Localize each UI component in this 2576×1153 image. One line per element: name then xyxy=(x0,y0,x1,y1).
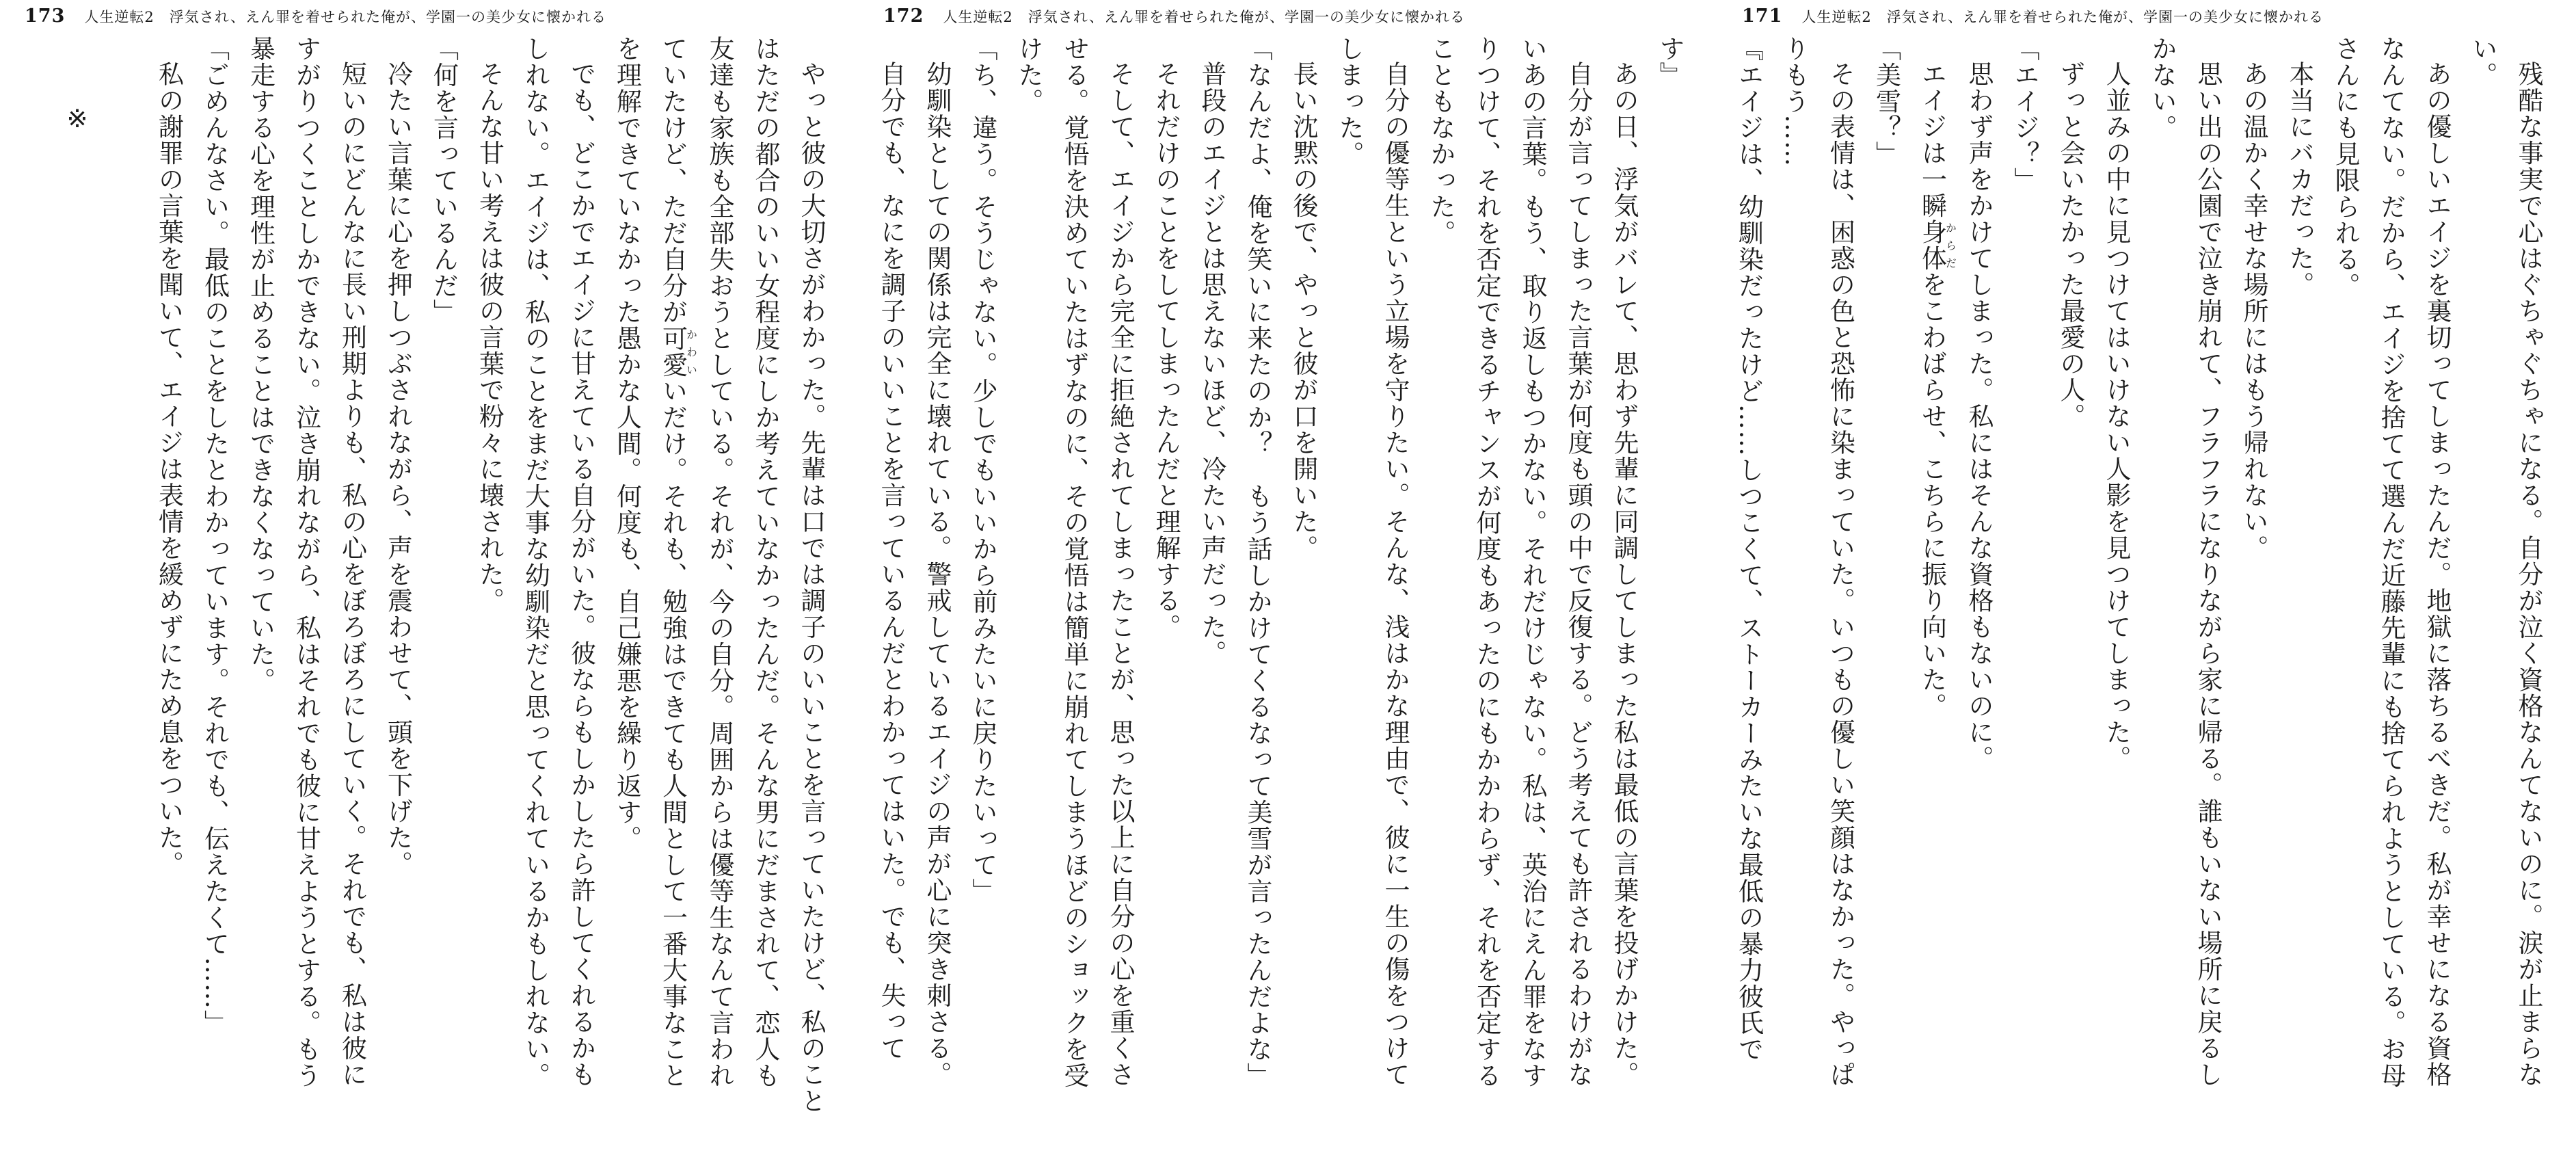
page-number: 172 xyxy=(883,5,924,27)
text-column: 普段のエイジとは思えないほど、冷たい声だった。 xyxy=(1197,61,1226,667)
text-column: せる。覚悟を決めていたはずなのに、その覚悟は簡単に崩れてしまうほどのショックを受 xyxy=(1060,36,1089,1089)
page-number: 171 xyxy=(1742,5,1783,27)
section-break-mark: ※ xyxy=(62,103,92,135)
text-column: 思わず声をかけてしまった。私にはそんな資格もないのに。 xyxy=(1964,61,1994,772)
text-column: 自分でも、なにを調子のいいことを言っているんだとわかってはいた。でも、失って xyxy=(876,61,906,1061)
text-column: でも、どこかでエイジに甘えている自分がいた。彼ならもしかしたら許してくれるかも xyxy=(566,61,596,1088)
page-header xyxy=(1742,5,2324,27)
page-header xyxy=(883,5,1465,27)
text-column: 暴走する心を理性が止めることはできなくなっていた。 xyxy=(245,36,276,694)
text-column: ていたけど、ただ自分が可愛かわいいだけ。それも、勉強はできても人間として一番大事なこと xyxy=(658,36,698,1089)
page-text-body xyxy=(1726,36,2552,1124)
text-column: すがりつくことしかできない。泣き崩れながら、私はそれでも彼に甘えようとする。もう xyxy=(291,36,321,1089)
text-column: しれない。エイジは、私のことをまだ大事な幼馴染だと思ってくれているかもしれない。 xyxy=(520,36,550,1089)
text-column: 残酷な事実で心はぐちゃぐちゃになる。自分が泣く資格なんてないのに。涙が止まらな xyxy=(2514,61,2543,1088)
text-column: い。 xyxy=(2468,36,2497,88)
text-column: それだけのことをしてしまったんだと理解する。 xyxy=(1151,61,1181,640)
text-column: そして、エイジから完全に拒絶されてしまったことが、思った以上に自分の心を重くさ xyxy=(1105,61,1135,1088)
text-column: 幼馴染としての関係は完全に壊れている。警戒しているエイジの声が心に突き刺さる。 xyxy=(922,61,952,1088)
page-text-body xyxy=(55,36,835,1124)
page-text-body xyxy=(868,36,1693,1124)
text-column: 自分が言ってしまった言葉が何度も頭の中で反復する。どう考えても許されるわけがな xyxy=(1564,61,1593,1088)
book-page-173 xyxy=(0,0,859,1153)
text-column: あの優しいエイジを裏切ってしまったんだ。地獄に落ちるべきだ。私が幸せになる資格 xyxy=(2422,61,2452,1088)
text-column: こともなかった。 xyxy=(1426,36,1455,246)
text-column: りつけて、それを否定できるチャンスが何度もあったのにもかかわらず、それを否定する xyxy=(1472,36,1501,1089)
text-column: 短いのにどんなに長い刑期よりも、私の心をぼろぼろにしていく。それでも、私は彼に xyxy=(337,61,367,1088)
ruby-annotated-word: 可愛かわい xyxy=(658,325,698,378)
book-page-172 xyxy=(859,0,1717,1153)
text-column: やっと彼の大切さがわかった。先輩は口では調子のいいことを言っていたけど、私のこと xyxy=(796,61,826,1114)
text-column: りもう…… xyxy=(1780,36,1810,168)
text-column: しまった。 xyxy=(1334,36,1364,168)
text-column: 人並みの中に見つけてはいけない人影を見つけてしまった。 xyxy=(2102,61,2131,772)
text-column: いあの言葉。もう、取り返しもつかない。それだけじゃない。私は、英治にえん罪をなす xyxy=(1518,36,1547,1089)
text-column: 冷たい言葉に心を押しつぶされながら、声を震わせて、頭を下げた。 xyxy=(383,61,413,877)
running-title: 人生逆転2 浮気され、えん罪を着せられた俺が、学園一の美少女に懐かれる xyxy=(1801,9,2324,25)
furigana: かわい xyxy=(684,325,698,378)
text-column: 本当にバカだった。 xyxy=(2285,61,2314,298)
text-column: さんにも見限られる。 xyxy=(2331,36,2360,299)
text-column: 私の謝罪の言葉を聞いて、エイジは表情を緩めずにため息をついた。 xyxy=(154,61,184,877)
text-column: 「何を言っているんだ」 xyxy=(429,36,459,326)
page-header xyxy=(25,5,606,27)
text-column: 長い沈黙の後で、やっと彼が口を開いた。 xyxy=(1289,61,1318,561)
running-title: 人生逆転2 浮気され、えん罪を着せられた俺が、学園一の美少女に懐かれる xyxy=(943,9,1465,25)
text-column: を理解できていなかった愚かな人間。何度も、自己嫌悪を繰り返す。 xyxy=(612,36,642,852)
text-column: 「なんだよ、俺を笑いに来たのか？ もう話しかけてくるなって美雪が言ったんだよな」 xyxy=(1243,36,1272,1089)
text-column: あの温かく幸せな場所にはもう帰れない。 xyxy=(2239,61,2268,561)
text-column: 「エイジ？」 xyxy=(2010,36,2039,194)
text-column: あの日、浮気がバレて、思わず先輩に同調してしまった私は最低の言葉を投げかけた。 xyxy=(1609,61,1639,1088)
page-number: 173 xyxy=(25,5,66,27)
text-column: 自分の優等生という立場を守りたい。そんな、浅はかな理由で、彼に一生の傷をつけて xyxy=(1380,61,1410,1088)
text-column: ずっと会いたかった最愛の人。 xyxy=(2056,61,2085,429)
text-column: エイジは一瞬身体からだをこわばらせ、こちらに振り向いた。 xyxy=(1917,61,1957,719)
running-title: 人生逆転2 浮気され、えん罪を着せられた俺が、学園一の美少女に懐かれる xyxy=(84,9,606,25)
text-column: す』 xyxy=(1655,36,1685,88)
text-column: 「美雪？」 xyxy=(1871,36,1901,168)
text-column: けた。 xyxy=(1014,36,1043,115)
text-column: 「ごめんなさい。最低のことをしたとわかっています。それでも、伝えたくて……」 xyxy=(200,36,230,1036)
text-column: はただの都合のいい女程度にしか考えていなかったんだ。そんな男にだまされて、恋人も xyxy=(751,36,780,1089)
text-column: かない。 xyxy=(2147,36,2177,141)
book-page-171 xyxy=(1717,0,2576,1153)
text-column: 『エイジは、幼馴染だったけど……しつこくて、ストーカーみたいな最低の暴力彼氏で xyxy=(1734,36,1764,1063)
text-column: 「ち、違う。そうじゃない。少しでもいいから前みたいに戻りたいって」 xyxy=(968,36,997,905)
furigana: からだ xyxy=(1944,219,1957,271)
text-column: その表情は、困惑の色と恐怖に染まっていた。いつもの優しい笑顔はなかった。やっぱ xyxy=(1825,61,1855,1088)
text-column: 友達も家族も全部失おうとしている。それが、今の自分。周囲からは優等生なんて言われ xyxy=(705,36,734,1089)
text-column: 思い出の公園で泣き崩れて、フラフラになりながら家に帰る。誰もいない場所に戻るし xyxy=(2193,61,2223,1088)
text-column: なんてない。だから、エイジを捨てて選んだ近藤先輩にも捨てられようとしている。お母 xyxy=(2376,36,2406,1089)
ruby-annotated-word: 身体からだ xyxy=(1917,219,1957,271)
text-column: そんな甘い考えは彼の言葉で粉々に壊された。 xyxy=(474,61,505,614)
